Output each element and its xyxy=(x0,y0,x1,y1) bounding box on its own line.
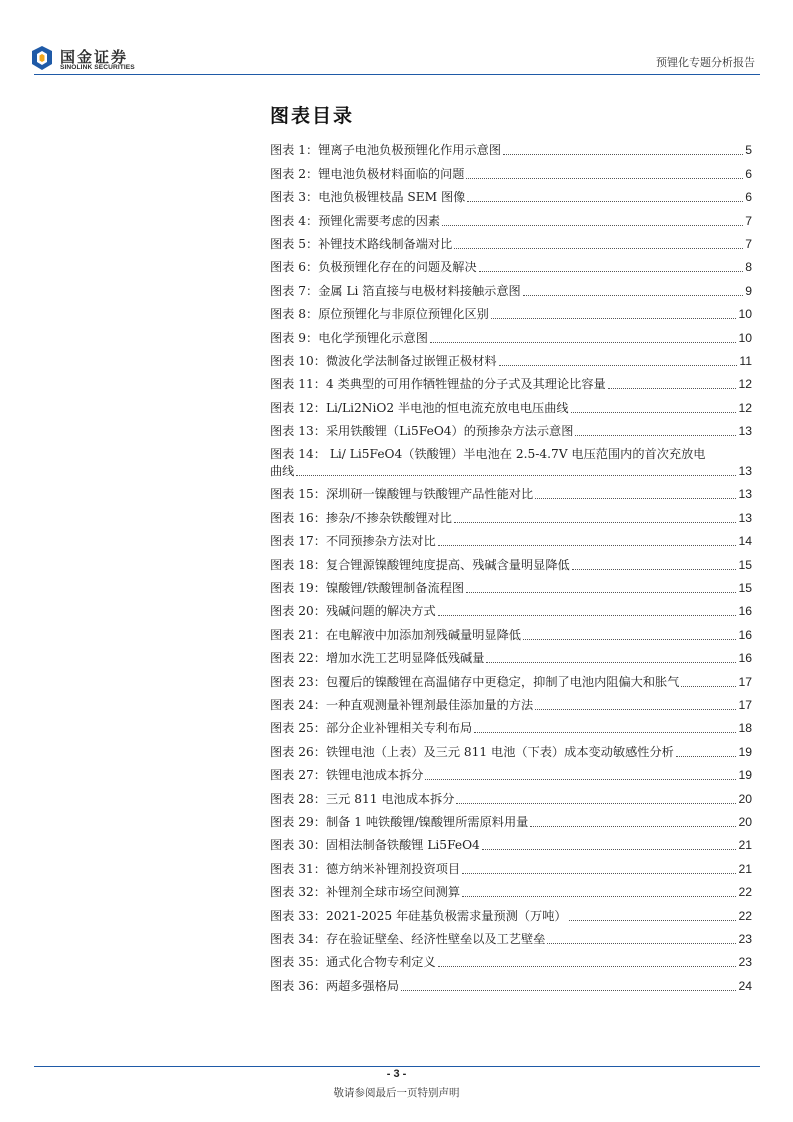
toc-entry[interactable] xyxy=(270,831,752,854)
toc-entry-label: 图表 2：锂电池负极材料面临的问题 xyxy=(270,166,465,181)
toc-leader xyxy=(456,803,736,804)
toc-entry-page: 23 xyxy=(738,931,752,946)
toc-entry-page: 6 xyxy=(745,190,752,205)
toc-entry[interactable] xyxy=(270,620,752,643)
toc-leader xyxy=(676,756,737,757)
toc-leader xyxy=(479,271,744,272)
toc-entry-page: 16 xyxy=(738,604,752,619)
toc-entry[interactable] xyxy=(270,159,752,182)
toc-entry[interactable] xyxy=(270,323,752,346)
toc-leader xyxy=(467,201,743,202)
toc-leader xyxy=(681,686,736,687)
toc-entry-page: 17 xyxy=(738,697,752,712)
toc-leader xyxy=(523,295,743,296)
toc-entry[interactable] xyxy=(270,574,752,597)
toc-entry[interactable] xyxy=(270,737,752,760)
toc-entry-label-continued: 曲线 xyxy=(270,464,295,479)
sinolink-logo-icon xyxy=(30,45,54,71)
toc-entry-label: 图表 9：电化学预锂化示意图 xyxy=(270,330,428,345)
toc-entry-page: 13 xyxy=(738,487,752,502)
toc-leader xyxy=(430,342,737,343)
toc-leader xyxy=(482,849,737,850)
toc-entry-label: 图表 22：增加水洗工艺明显降低残碱量 xyxy=(270,651,485,666)
toc-leader xyxy=(571,412,737,413)
toc-entry-label: 图表 7：金属 Li 箔直接与电极材料接触示意图 xyxy=(270,283,521,298)
toc-entry-label: 图表 8：原位预锂化与非原位预锂化区别 xyxy=(270,307,489,322)
toc-leader xyxy=(523,639,736,640)
page-header xyxy=(0,0,793,80)
toc-entry-label: 图表 21：在电解液中加添加剂残碱量明显降低 xyxy=(270,627,521,642)
toc-leader xyxy=(572,569,737,570)
header-divider xyxy=(34,74,760,75)
toc-leader xyxy=(486,662,736,663)
toc-entry-page: 19 xyxy=(738,744,752,759)
brand-name-en: SINOLINK SECURITIES xyxy=(60,64,135,71)
toc-entry[interactable] xyxy=(270,253,752,276)
toc-leader xyxy=(535,709,736,710)
toc-entry[interactable] xyxy=(270,276,752,299)
toc-leader xyxy=(462,873,736,874)
toc-entry-label: 图表 20：残碱问题的解决方式 xyxy=(270,604,436,619)
toc-entry-label: 图表 11：4 类典型的可用作牺牲锂盐的分子式及其理论比容量 xyxy=(270,377,606,392)
toc-entry-label: 图表 32：补锂剂全球市场空间测算 xyxy=(270,885,461,900)
toc-entry[interactable] xyxy=(270,370,752,393)
toc-leader xyxy=(503,154,743,155)
toc-entry[interactable] xyxy=(270,347,752,370)
toc-leader xyxy=(535,498,736,499)
toc-entry[interactable] xyxy=(270,644,752,667)
toc-entry-page: 8 xyxy=(745,260,752,275)
toc-entry[interactable] xyxy=(270,597,752,620)
toc-leader xyxy=(499,365,738,366)
toc-entry-page: 5 xyxy=(745,143,752,158)
toc-entry-label: 图表 5：补锂技术路线制备端对比 xyxy=(270,236,453,251)
brand-name-cn: 国金证券 xyxy=(60,48,129,66)
toc-title: 图表目录 xyxy=(270,105,355,127)
toc-leader xyxy=(491,318,737,319)
toc-entry-page: 18 xyxy=(738,721,752,736)
toc-leader xyxy=(474,732,736,733)
toc-entry-page: 20 xyxy=(738,791,752,806)
toc-entry-page: 22 xyxy=(738,908,752,923)
toc-entry-page: 22 xyxy=(738,885,752,900)
toc-entry[interactable] xyxy=(270,878,752,901)
toc-entry[interactable] xyxy=(270,901,752,924)
toc-entry-page: 16 xyxy=(738,627,752,642)
toc-entry-label: 图表 25：部分企业补锂相关专利布局 xyxy=(270,721,473,736)
toc-entry-label: 图表 28：三元 811 电池成本拆分 xyxy=(270,791,455,806)
toc-entry-label: 图表 34：存在验证壁垒、经济性壁垒以及工艺壁垒 xyxy=(270,931,546,946)
toc-leader xyxy=(466,592,736,593)
toc-entry-page: 15 xyxy=(738,557,752,572)
toc-entry-label: 图表 36：两超多强格局 xyxy=(270,978,400,993)
toc-leader xyxy=(547,943,736,944)
toc-entry-page: 14 xyxy=(738,534,752,549)
toc-entry[interactable] xyxy=(270,206,752,229)
toc-entry-page: 13 xyxy=(738,464,752,479)
page-number: - 3 - xyxy=(386,1068,407,1080)
toc-entry-label: 图表 14： Li/ Li5FeO4（铁酸锂）半电池在 2.5-4.7V 电压范围内的首次充放电 xyxy=(270,447,706,462)
toc-entry-page: 7 xyxy=(745,213,752,228)
disclaimer-note: 敬请参阅最后一页特别声明 xyxy=(333,1087,460,1099)
toc-entry-label: 图表 10：微波化学法制备过嵌锂正极材料 xyxy=(270,353,497,368)
toc-entry-label: 图表 23：包覆后的镍酸锂在高温储存中更稳定，抑制了电池内阻偏大和胀气 xyxy=(270,674,680,689)
toc-entry-page: 19 xyxy=(738,768,752,783)
toc-entry[interactable] xyxy=(270,230,752,253)
toc-entry-page: 12 xyxy=(738,400,752,415)
toc-entry[interactable] xyxy=(270,393,752,416)
toc-entry[interactable] xyxy=(270,925,752,948)
toc-entry-label: 图表 6：负极预锂化存在的问题及解决 xyxy=(270,260,477,275)
toc-entry[interactable] xyxy=(270,417,752,440)
toc-leader xyxy=(466,178,743,179)
toc-leader xyxy=(575,435,736,436)
toc-leader xyxy=(454,522,737,523)
toc-entry[interactable] xyxy=(270,527,752,550)
toc-entry[interactable] xyxy=(270,971,752,994)
toc-leader xyxy=(401,990,736,991)
toc-entry-label: 图表 30：固相法制备铁酸锂 Li5FeO4 xyxy=(270,838,480,853)
toc-entry-page: 10 xyxy=(738,330,752,345)
toc-leader xyxy=(608,388,737,389)
toc-leader xyxy=(425,779,736,780)
toc-entry[interactable] xyxy=(270,784,752,807)
toc-entry[interactable] xyxy=(270,854,752,877)
toc-entry[interactable] xyxy=(270,948,752,971)
toc-leader xyxy=(438,966,737,967)
toc-entry-label: 图表 16：掺杂/不掺杂铁酸锂对比 xyxy=(270,510,452,525)
toc-entry-page: 21 xyxy=(738,861,752,876)
toc-leader xyxy=(462,896,736,897)
toc-entry[interactable] xyxy=(270,714,752,737)
toc-entry[interactable] xyxy=(270,761,752,784)
toc-entry[interactable] xyxy=(270,480,752,503)
toc-leader xyxy=(569,920,737,921)
footer-divider xyxy=(34,1066,760,1067)
toc-entry[interactable] xyxy=(270,808,752,831)
toc-entry-page: 21 xyxy=(738,838,752,853)
toc-entry-label: 图表 17：不同预掺杂方法对比 xyxy=(270,534,436,549)
toc-entry-label: 图表 31：德方纳米补锂剂投资项目 xyxy=(270,861,461,876)
toc-entry[interactable] xyxy=(270,691,752,714)
toc-entry-page: 15 xyxy=(738,581,752,596)
toc-entry-page: 9 xyxy=(745,283,752,298)
toc-entry-label: 图表 24：一种直观测量补锂剂最佳添加量的方法 xyxy=(270,697,534,712)
toc-entry-page: 10 xyxy=(738,307,752,322)
toc-entry-page: 13 xyxy=(738,424,752,439)
toc-entry-label: 图表 35：通式化合物专利定义 xyxy=(270,955,436,970)
toc-entry-page: 24 xyxy=(738,978,752,993)
toc-leader xyxy=(530,826,736,827)
toc-entry-label: 图表 4：预锂化需要考虑的因素 xyxy=(270,213,441,228)
toc-entry-label: 图表 29：制备 1 吨铁酸锂/镍酸锂所需原料用量 xyxy=(270,814,529,829)
toc-entry-label: 图表 18：复合锂源镍酸锂纯度提高、残碱含量明显降低 xyxy=(270,557,570,572)
toc-entry-page: 13 xyxy=(738,510,752,525)
toc-entry[interactable] xyxy=(270,667,752,690)
toc-entry-label: 图表 3：电池负极锂枝晶 SEM 图像 xyxy=(270,190,466,205)
toc-entry-page: 11 xyxy=(739,353,752,368)
report-title: 预锂化专题分析报告 xyxy=(656,56,755,69)
toc-entry-page: 6 xyxy=(745,166,752,181)
toc-entry[interactable] xyxy=(270,183,752,206)
toc-entry-label: 图表 26：铁锂电池（上表）及三元 811 电池（下表）成本变动敏感性分析 xyxy=(270,744,674,759)
toc-entry-label: 图表 12：Li/Li2NiO2 半电池的恒电流充放电电压曲线 xyxy=(270,400,569,415)
toc-entry-page: 17 xyxy=(738,674,752,689)
toc-entry-label: 图表 15：深圳研一镍酸锂与铁酸锂产品性能对比 xyxy=(270,487,534,502)
toc-leader xyxy=(442,225,743,226)
table-of-figures xyxy=(270,136,752,995)
toc-entry-page: 7 xyxy=(745,236,752,251)
toc-entry-page: 20 xyxy=(738,814,752,829)
toc-entry-page: 12 xyxy=(738,377,752,392)
toc-leader xyxy=(438,615,737,616)
toc-leader xyxy=(296,475,736,476)
toc-entry-label: 图表 19：镍酸锂/铁酸锂制备流程图 xyxy=(270,581,465,596)
toc-entry-label: 图表 13：采用铁酸锂（Li5FeO4）的预掺杂方法示意图 xyxy=(270,424,574,439)
toc-entry[interactable] xyxy=(270,503,752,526)
toc-entry[interactable] xyxy=(270,136,752,159)
toc-entry-label: 图表 27：铁锂电池成本拆分 xyxy=(270,768,424,783)
toc-entry-page: 23 xyxy=(738,955,752,970)
toc-entry-label: 图表 33：2021-2025 年硅基负极需求量预测（万吨） xyxy=(270,908,567,923)
toc-leader xyxy=(454,248,743,249)
toc-entry[interactable] xyxy=(270,440,752,480)
sinolink-logo xyxy=(30,45,154,75)
toc-entry[interactable] xyxy=(270,550,752,573)
toc-entry[interactable] xyxy=(270,300,752,323)
toc-leader xyxy=(438,545,737,546)
toc-entry-label: 图表 1：锂离子电池负极预锂化作用示意图 xyxy=(270,143,502,158)
toc-entry-page: 16 xyxy=(738,651,752,666)
